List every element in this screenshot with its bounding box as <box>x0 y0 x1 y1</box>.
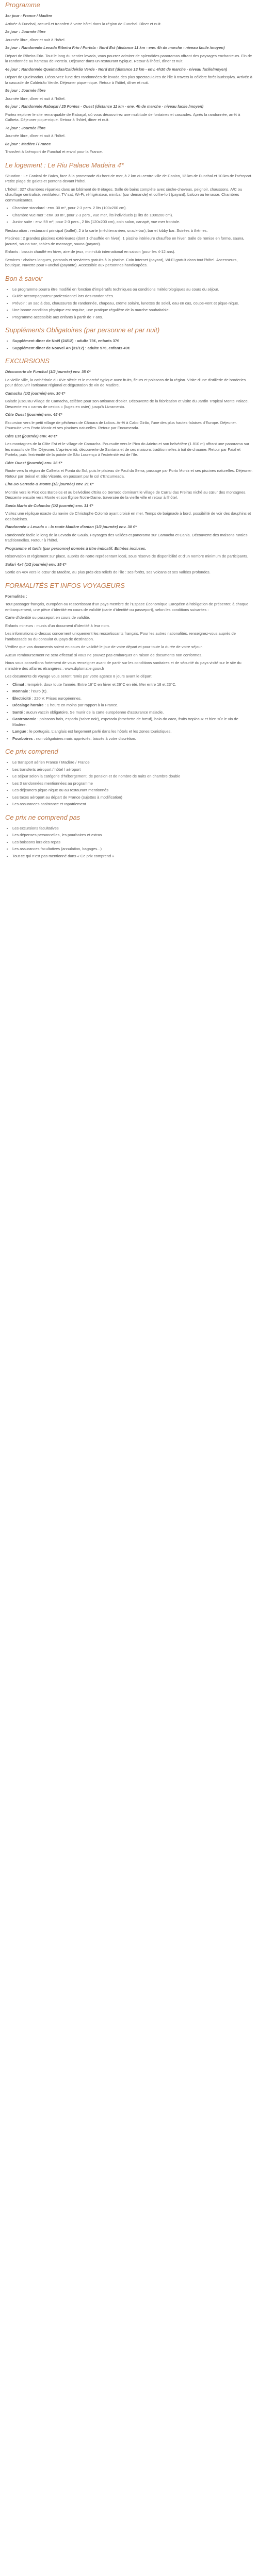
day-text: Journée libre, dîner et nuit à l'hôtel. <box>5 96 66 101</box>
savoir-item: • Guide accompagnateur professionnel lors des randonnées. <box>12 294 253 299</box>
hotel-title: Le logement : Le Riu Palace Madeira 4* <box>5 161 124 169</box>
excursion-heading: Côte Ouest (journée) env. 45 €* <box>5 412 62 417</box>
nonprix-item: • Les dépenses personnelles, les pourboires et extras <box>12 833 253 838</box>
hotel-restaurants: Restauration : restaurant principal (buffet), 2 à la carte (méditerranéen, snack-bar), bar et lobby bar. Soirées à thèmes. <box>5 228 208 233</box>
day-heading: 5e jour : Journée libre <box>5 88 46 93</box>
day-text: Départ de Queimadas. Découvrez l'une des randonnées de levada des plus spectaculaires de l'île à travers la célèbre forêt laurissylva. Arrivée à la cascade de Caldeirão Verde. Déjeuner pique-nique. Retour à l'hôtel, dîner et nuit. <box>5 75 252 85</box>
day-text: Journée libre, dîner et nuit à l'hôtel. <box>5 133 66 138</box>
day-text: Journée libre, dîner et nuit à l'hôtel. <box>5 37 66 42</box>
excursion-heading: Côte Est (journée) env. 40 €* <box>5 433 57 438</box>
supplement-item: • Supplément dîner de Nouvel An (31/12) : adulte 97€, enfants 49€ <box>12 346 253 351</box>
day-4 <box>5 67 253 86</box>
day-2 <box>5 29 253 43</box>
formalites-para: Les documents de voyage vous seront remis par votre agence 8 jours avant le départ. <box>5 674 153 679</box>
hotel-rooms: L'hôtel : 327 chambres réparties dans un bâtiment de 8 étages. Salle de bains complète avec sèche-cheveux, peignoir, chaussons, A/C ou chauffage centralisé, ventilateur, TV sat, Wi-Fi, réfrigérateur, minibar (sur demande) et coffre-fort (payant), balcon ou terrasse. Chambres communicantes. <box>5 187 243 202</box>
nonprix-item: • Les assurances facultatives (annulation, bagages...) <box>12 846 253 852</box>
day-heading: 4e jour : Randonnée Queimadas/Caldeirão Verde - Nord Est (distance 13 km - env. 4h30 de marche - niveau facile/moyen) <box>5 66 228 72</box>
room-item: • Junior suite : env. 59 m², pour 2-3 pers., 2 lits (120x200 cm), coin salon, canapé, vue mer frontale. <box>12 219 253 225</box>
excursion-block <box>5 524 253 544</box>
formalites-para: Les informations ci-dessus concernent uniquement les ressortissants français. Pour les autres nationalités, renseignez-vous auprès de l'ambassade ou du consulat du pays de destination. <box>5 631 236 641</box>
day-heading: 2e jour : Journée libre <box>5 29 46 34</box>
nonprix-item: • Les boissons lors des repas <box>12 840 253 845</box>
excursion-heading: Découverte de Funchal (1/2 journée) env. 35 €* <box>5 369 91 374</box>
day-text: Départ de Ribeira Frio. Tout le long du sentier levada, vous pourrez admirer de splendides panoramas offrant des paysages enchanteurs. Fin de la randonnée au hameau de Portela. Déjeuner dans un restaurant typique. Retour à l'hôtel, dîner et nuit. <box>5 53 252 63</box>
info-item: • Langue : le portugais. L'anglais est largement parlé dans les hôtels et les zones touristiques. <box>12 729 253 735</box>
savoir-title: Bon à savoir <box>5 274 43 282</box>
formalites-section <box>5 582 253 742</box>
room-list <box>5 206 253 225</box>
excursion-heading: Safari 4x4 (1/2 journée) env. 35 €* <box>5 562 67 567</box>
excursion-block <box>5 391 253 410</box>
prix-title: Ce prix comprend <box>5 748 58 755</box>
prix-item: • Les déjeuners pique-nique ou au restaurant mentionnés <box>12 788 253 793</box>
formalites-title: FORMALITÉS ET INFOS VOYAGEURS <box>5 581 125 589</box>
savoir-item: • Prévoir : un sac à dos, chaussures de randonnée, chapeau, crème solaire, lunettes de soleil, eau en cas, coupe-vent et pique-nique. <box>12 301 253 307</box>
excursion-text: La vieille ville, la cathédrale du XVe siècle et le marché typique avec fruits, fleurs et poissons de la région. Visite d'une distillerie de broderies pour découvrir l'artisanat régional et dégustation de vin de Madère. <box>5 377 246 387</box>
day-5 <box>5 88 253 101</box>
savoir-section <box>5 275 253 320</box>
hotel-section <box>5 161 253 268</box>
programme-section <box>5 1 253 155</box>
excursion-block <box>5 562 253 575</box>
excursion-text: Excursion vers le petit village de pêcheurs de Câmara de Lobos. Arrêt à Cabo Girão, l'une des plus hautes falaises d'Europe. Déjeuner. Poursuite vers Porto Moniz et ses piscines naturelles. Retour par Encumeada. <box>5 420 237 430</box>
excursion-text: Réservation et règlement sur place, auprès de notre représentant local, sous réserve de disponibilité et d'un nombre minimum de participants. <box>5 554 248 558</box>
day-heading: 8e jour : Madère / France <box>5 141 51 146</box>
hotel-kids: Enfants : bassin chauffé en hiver, aire de jeux, mini-club international en saison (pour les 4-12 ans). <box>5 249 175 254</box>
savoir-list <box>5 287 253 320</box>
info-text: non obligatoires mais appréciés, laissés à votre discrétion. <box>36 736 136 741</box>
hotel-pools: Piscines : 2 grandes piscines extérieures (dont 1 chauffée en hiver), 1 piscine intérieure chauffée en hiver. Salle de remise en forme, sauna, jacuzzi, sauna turc, tables de massage, sauna (payant). <box>5 236 245 246</box>
day-6 <box>5 104 253 123</box>
savoir-item: • Le programme pourra être modifié en fonction d'impératifs techniques ou conditions météorologiques au cours du séjour. <box>12 287 253 293</box>
excursion-text: Visitez une réplique exacte du navire de Christophe Colomb ayant croisé en mer. Temps de baignade à bord, possibilité de voir des dauphins et des baleines. <box>5 511 251 521</box>
info-item: • Pourboires : non obligatoires mais appréciés, laissés à votre discrétion. <box>12 736 253 742</box>
excursion-heading: Randonnée « Levada » - la route Madère d'antan (1/2 journée) env. 30 €* <box>5 524 137 529</box>
excursion-block <box>5 503 253 522</box>
info-label: Langue <box>12 729 26 734</box>
info-text: poissons frais, espada (sabre noir), espetada (brochette de bœuf), bolo do caco, fruits tropicaux et bien sûr le vin de Madère. <box>12 717 238 727</box>
excursion-block <box>5 546 253 560</box>
day-heading: 6e jour : Randonnée Rabaçal / 25 Fontes - Ouest (distance 11 km - env. 4h de marche - niveau facile /moyen) <box>5 104 204 109</box>
excursion-text: Les montagnes de la Côte Est et le village de Camacha. Poursuite vers le Pico do Arieiro et son belvédère (1 810 m) offrant une panorama sur les massifs de l'île. Déjeuner. L'après-midi, découverte de Santana et de ses maisons traditionnelles à toit de chaume. Retour par Faial et Portela, puis l'extrémité de la pointe de São Lourenço à l'extrémité est de l'île. <box>5 442 250 457</box>
excursion-block <box>5 461 253 480</box>
excursion-text: Montée vers le Pico dos Barcelos et au belvédère d'Eira do Serrado dominant le village de Curral das Freiras niché au cœur des montagnes. Descente ensuite vers Monte et son Église Notre-Dame, traversée de la vieille ville et retour à l'hôtel. <box>5 489 247 500</box>
excursion-heading: Côte Ouest (journée) env. 36 €* <box>5 460 62 465</box>
nonprix-section <box>5 814 253 859</box>
excursion-text: Balade jusqu'au village de Camacha, célèbre pour son artisanat d'osier. Découverte de la fabrication et visite du Jardin Tropical Monte Palace. Descente en « carros de cestos » (luges en osier) jusqu'à Livramento. <box>5 399 249 409</box>
info-text: aucun vaccin obligatoire. Se munir de la carte européenne d'assurance maladie. <box>26 709 164 715</box>
supplement-item: • Supplément dîner de Noël (24/12) : adulte 73€, enfants 37€ <box>12 338 253 344</box>
formalites-para: Nous vous conseillons fortement de vous renseigner avant de partir sur les conditions sanitaires et de sécurité du pays visité sur le site du ministère des affaires étrangères : www.diplomatie.gouv.fr <box>5 660 241 671</box>
room-item: • Chambre vue mer : env. 30 m², pour 2-3 pers., vue mer, lits individuels (2 lits de 100x200 cm). <box>12 213 253 218</box>
formalites-para: Tout passager français, européen ou ressortissant d'un pays membre de l'Espace Économique Européen à l'obligation de présenter, à chaque embarquement, une pièce d'identité en cours de validité (carte d'identité ou passeport), selon les conditions suivantes : <box>5 602 249 612</box>
supplements-section <box>5 326 253 351</box>
hotel-intro: Situation : Le Canical de Baixo, face à la promenade du front de mer, à 2 km du centre-ville de Canico, 13 km de Funchal et 10 km de l'aéroport. Petite plage de galets et pontons devant l'hôtel. <box>5 173 252 183</box>
offer-page <box>0 0 258 859</box>
savoir-item: • Programme accessible aux enfants à partir de 7 ans. <box>12 315 253 320</box>
info-label: Gastronomie <box>12 717 37 721</box>
prix-item: • Le séjour selon la catégorie d'hébergement, de pension et de nombre de nuits en chambre double <box>12 774 253 779</box>
programme-title: Programme <box>5 1 40 9</box>
day-text: Arrivée à Funchal, accueil et transfert à votre hôtel dans la région de Funchal. Dîner et nuit. <box>5 21 162 26</box>
excursion-heading: Programme et tarifs (par personne) donnés à titre indicatif. Entrées incluses. <box>5 546 147 551</box>
info-label: Électricité <box>12 696 31 701</box>
excursion-block <box>5 369 253 388</box>
info-text: le portugais. L'anglais est largement parlé dans les hôtels et les zones touristiques. <box>29 729 172 734</box>
nonprix-item: • Les excursions facultatives <box>12 826 253 832</box>
savoir-item: • Une bonne condition physique est requise, une pratique régulière de la marche souhaitable. <box>12 308 253 313</box>
info-item: • Santé : aucun vaccin obligatoire. Se munir de la carte européenne d'assurance maladie. <box>12 710 253 716</box>
excursion-text: Route vers la région de Calheta et Ponta do Sol, puis le plateau de Paul da Serra, passage par Porto Moniz et ses piscines naturelles. Déjeuner. Retour par Seixal et São Vicente, en passant par le col d'Encumeada. <box>5 468 253 479</box>
prix-list <box>5 760 253 807</box>
day-heading: 7e jour : Journée libre <box>5 125 46 130</box>
prix-item: • Les 3 randonnées mentionnées au programme <box>12 781 253 787</box>
supplements-title: Suppléments Obligatoires (par personne et par nuit) <box>5 326 160 334</box>
day-3 <box>5 45 253 64</box>
info-label: Décalage horaire <box>12 703 44 707</box>
prix-section <box>5 748 253 807</box>
excursion-block <box>5 412 253 431</box>
info-item: • Climat : tempéré, doux toute l'année. Entre 16°C en hiver et 26°C en été. Mer entre 18 et 23°C. <box>12 682 253 688</box>
nonprix-list <box>5 826 253 859</box>
day-8 <box>5 142 253 155</box>
info-label: Santé <box>12 709 23 715</box>
infos-list <box>5 682 253 742</box>
excursions-title: EXCURSIONS <box>5 357 50 365</box>
nonprix-title: Ce prix ne comprend pas <box>5 813 80 821</box>
prix-item: • Les taxes aéroport au départ de France (sujettes à modification) <box>12 795 253 801</box>
info-text: 1 heure en moins par rapport à la France. <box>46 703 119 707</box>
formalites-heading: Formalités : <box>5 594 27 599</box>
info-text: l'euro (€). <box>31 689 48 693</box>
info-item: • Électricité : 220 V. Prises européennes. <box>12 696 253 702</box>
day-text: Transfert à l'aéroport de Funchal et envol pour la France. <box>5 149 103 154</box>
excursions-section <box>5 357 253 575</box>
day-text: Partez explorer le site remarquable de Rabaçal, où vous découvrirez une multitude de fontaines et cascades. Après la randonnée, arrêt à Calheta. Déjeuner pique-nique. Retour à l'hôtel, dîner et nuit. <box>5 112 240 122</box>
day-1 <box>5 13 253 27</box>
supplements-list <box>5 338 253 351</box>
excursion-block <box>5 482 253 501</box>
excursion-block <box>5 434 253 458</box>
info-item: • Gastronomie : poissons frais, espada (sabre noir), espetada (brochette de bœuf), bolo do caco, fruits tropicaux et bien sûr le vin de Madère. <box>12 717 253 727</box>
hotel-services: Services : chaises longues, parasols et serviettes gratuits à la piscine. Coin internet (payant), Wi-Fi gratuit dans tout l'hôtel. Ascenseurs, boutique. Navette pour Funchal (payante). Accessible aux personnes handicapées. <box>5 257 238 267</box>
formalites-para: Enfants mineurs : munis d'un document d'identité à leur nom. <box>5 623 110 628</box>
info-label: Climat <box>12 682 24 687</box>
info-item: • Décalage horaire : 1 heure en moins par rapport à la France. <box>12 703 253 708</box>
day-7 <box>5 126 253 139</box>
nonprix-item: • Tout ce qui n'est pas mentionné dans « Ce prix comprend » <box>12 854 253 859</box>
day-heading: 3e jour : Randonnée Levada Ribeira Frio / Portela - Nord Est (distance 11 km - env. 4h de marche - niveau facile /moyen) <box>5 45 225 50</box>
excursion-heading: Santa Maria de Colombo (1/2 journée) env. 31 €* <box>5 503 93 508</box>
prix-item: • Le transport aérien France / Madère / France <box>12 760 253 766</box>
room-item: • Chambre standard : env. 30 m², pour 2-3 pers. 2 lits (100x200 cm). <box>12 206 253 211</box>
prix-item: • Les assurances assistance et rapatriement <box>12 802 253 807</box>
info-label: Monnaie <box>12 689 28 693</box>
formalites-para: Aucun remboursement ne sera effectué si vous ne pouvez pas embarquer en raison de documents non conformes. <box>5 652 203 657</box>
excursion-heading: Eira Do Serrado & Monte (1/2 journée) env. 21 €* <box>5 482 94 486</box>
day-heading: 1er jour : France / Madère <box>5 13 53 18</box>
info-text: 220 V. Prises européennes. <box>34 696 82 701</box>
prix-item: • Les transferts aéroport / hôtel / aéroport <box>12 767 253 773</box>
excursion-heading: Camacha (1/2 journée) env. 30 €* <box>5 391 66 396</box>
formalites-para: Vérifiez que vos documents soient en cours de validité le jour de votre départ et pour toute la durée de votre séjour. <box>5 645 203 649</box>
info-label: Pourboires <box>12 736 33 741</box>
info-text: tempéré, doux toute l'année. Entre 16°C en hiver et 26°C en été. Mer entre 18 et 23°C. <box>27 682 176 687</box>
excursion-text: Sortie en 4x4 vers le cœur de Madère, au plus près des reliefs de l'île : ses forêts, ses volcans et ses vallées profondes. <box>5 570 211 574</box>
formalites-para: Carte d'identité ou passeport en cours de validité. <box>5 615 90 620</box>
excursion-text: Randonnée facile le long de la Levada de Gaula. Paysages des vallées et panorama sur Camacha et Cania. Découverte des maisons rurales traditionnelles. Retour à l'hôtel. <box>5 532 248 543</box>
info-item: • Monnaie : l'euro (€). <box>12 689 253 694</box>
